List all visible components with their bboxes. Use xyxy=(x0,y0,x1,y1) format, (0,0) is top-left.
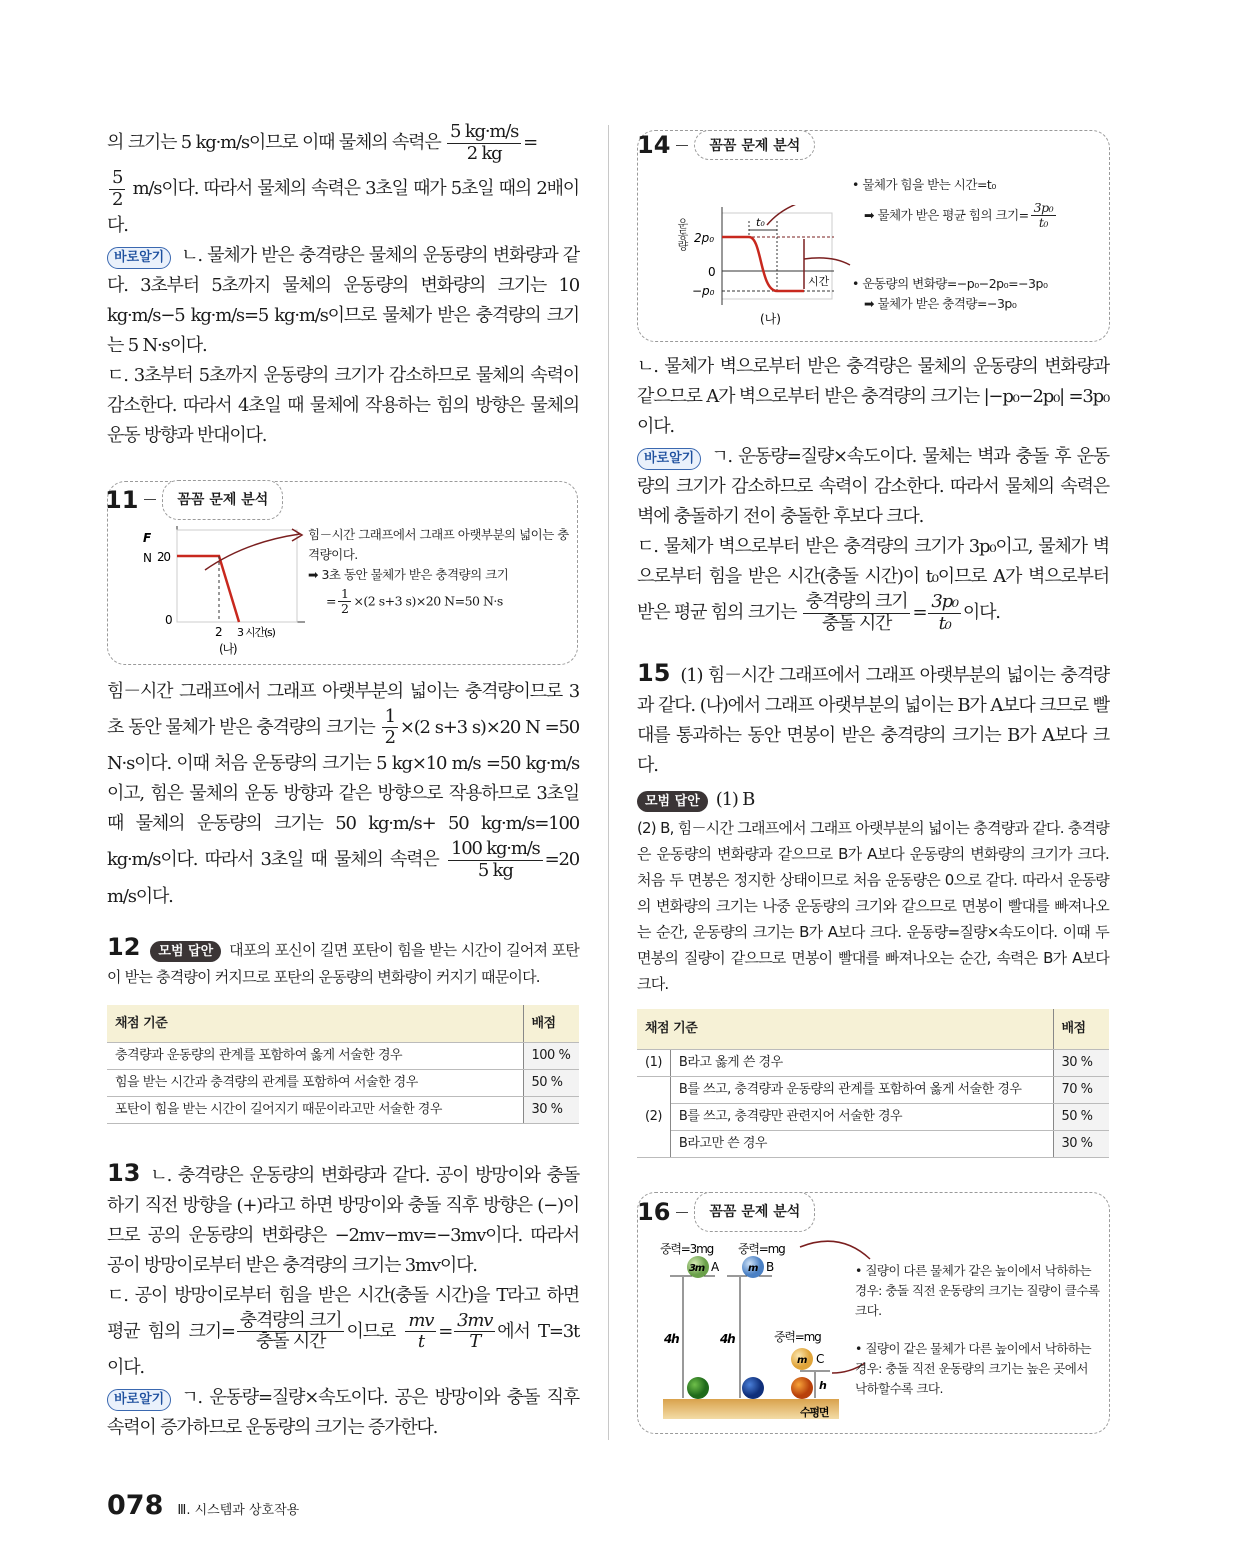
numerator: 100 kg·m/s xyxy=(448,839,543,861)
score: 30 % xyxy=(1053,1050,1109,1077)
box-header xyxy=(105,480,283,520)
analysis-box-11-wrap xyxy=(107,481,579,667)
text: m/s이다. 따라서 물체의 속력은 3초일 때가 5초일 때의 2배이다. xyxy=(107,178,579,236)
mass-label-b: m xyxy=(748,1263,758,1275)
numerator: 3p₀ xyxy=(928,592,961,614)
paragraph xyxy=(107,122,579,164)
analysis-note xyxy=(852,274,1102,314)
ball-c-bottom xyxy=(791,1377,813,1399)
paragraph: (2) B, 힘－시간 그래프에서 그래프 아랫부분의 넓이는 충격량과 같다. 충격량은 운동량의 변화량과 같으므로 B가 A보다 운동량의 변화량의 크기가 크다. 처음 두 면봉은 정지한 상태이므로 처음 운동량은 0으로 같다. 따라서 운동량의 변화량의 크기는 나중 운동량의 크기와 같으므로 면봉이 빨대를 빠져나오는 순간, 운동량의 크기는 B가 A보다 크다. 운동량=질량×속도이다. 이때 두 면봉의 질량이 같으므로 면봉이 빨대를 빠져나오는 순간, 속력은 B가 A보다 크다. xyxy=(637,819,1109,994)
text: ㄴ. 물체가 받은 충격량은 물체의 운동량의 변화량과 같다. 3초부터 5초까지 물체의 운동량의 변화량의 크기는 10 kg·m/s−5 kg·m/s=5 kg·m/s이므로 물체가 받은 충격량의 크기는 5 N·s이다. xyxy=(107,244,579,356)
paragraph xyxy=(637,442,1109,532)
text: 에서 T=3t이다. xyxy=(107,1320,579,1378)
connector xyxy=(144,499,156,500)
numerator: 3p₀ xyxy=(1031,201,1056,216)
height-label-c: h xyxy=(819,1379,826,1393)
denominator: 2 xyxy=(112,189,123,211)
chapter-title: Ⅲ. 시스템과 상호작용 xyxy=(177,1503,300,1518)
fraction xyxy=(237,1311,345,1353)
score: 30 % xyxy=(523,1096,579,1123)
text: = xyxy=(912,602,927,624)
text: ㄷ. 물체가 벽으로부터 받은 충격량의 크기가 3p₀이고, 물체가 벽으로부터 힘을 받은 시간(충돌 시간)이 t₀이므로 A가 벽으로부터 받은 평균 힘의 크기는 xyxy=(637,536,1109,624)
text: (1) B xyxy=(715,789,755,811)
fraction xyxy=(109,168,125,210)
analysis-note xyxy=(308,525,570,617)
gravity-label-b: 중력=mg xyxy=(738,1242,785,1257)
box-label: 꼼꼼 문제 분석 xyxy=(162,480,283,520)
section-14-text xyxy=(637,352,1109,634)
problem-number: 13 xyxy=(107,1158,141,1187)
arrow-curve xyxy=(800,1242,870,1260)
scoring-table xyxy=(107,1005,579,1124)
row-index: (2) xyxy=(637,1077,670,1158)
text: ㄷ. 공이 방망이로부터 힘을 받은 시간(충돌 시간)을 T라고 하면 평균 힘의 크기= xyxy=(107,1284,579,1342)
table-row xyxy=(637,1131,1109,1158)
fraction xyxy=(382,707,398,749)
y-tick-minus-p0: −p₀ xyxy=(692,284,715,298)
header-criteria: 채점 기준 xyxy=(637,1009,1053,1050)
table-row xyxy=(637,1050,1109,1077)
section-12 xyxy=(107,934,579,1124)
model-answer-badge: 모범 답안 xyxy=(637,791,708,812)
x-tick-2: 2 xyxy=(215,624,222,639)
baro-algi-badge: 바로알기 xyxy=(107,1389,171,1411)
paragraph xyxy=(637,532,1109,634)
scoring-table xyxy=(637,1009,1109,1158)
table-row xyxy=(107,1042,579,1069)
numerator: 1 xyxy=(382,707,398,729)
baro-algi-badge: 바로알기 xyxy=(637,448,701,470)
numerator: 충격량의 크기 xyxy=(803,592,911,614)
paragraph xyxy=(107,1158,579,1281)
paragraph xyxy=(637,785,1109,815)
box-label: 꼼꼼 문제 분석 xyxy=(694,130,815,160)
model-answer-badge: 모범 답안 xyxy=(150,941,221,962)
section-10-continued xyxy=(107,122,579,451)
text: ㄴ. 충격량은 운동량의 변화량과 같다. 공이 방망이와 충돌하기 직전 방향을 (+)라고 하면 방망이와 충돌 직후 방향은 (−)이므로 공의 운동량의 변화량은 −2mv−mv=−3mv이다. 따라서 공이 방망이로부터 받은 충격량의 크기는 3mv이다. xyxy=(107,1164,579,1276)
criteria: B를 쓰고, 충격량과 운동량의 관계를 포함하여 옳게 서술한 경우 xyxy=(670,1077,1053,1104)
text: = xyxy=(438,1320,453,1342)
gravity-label-c: 중력=mg xyxy=(774,1330,821,1345)
t0-label: t₀ xyxy=(756,216,765,229)
fraction xyxy=(803,592,911,634)
denominator: 2 kg xyxy=(466,142,502,164)
text: ➡ 물체가 받은 평균 힘의 크기= xyxy=(864,207,1029,223)
fraction xyxy=(338,587,351,617)
denominator: t₀ xyxy=(938,612,951,634)
ball-a-bottom xyxy=(687,1377,709,1399)
fraction xyxy=(405,1311,436,1353)
height-label-b: 4h xyxy=(720,1332,735,1347)
gravity-label-a: 중력=3mg xyxy=(660,1242,713,1257)
numerator: 5 xyxy=(109,168,125,190)
left-column xyxy=(107,122,579,1443)
section-15 xyxy=(637,658,1109,1158)
paragraph xyxy=(107,934,579,991)
y-tick-2p0: 2p₀ xyxy=(694,231,715,245)
connector xyxy=(676,1212,688,1213)
note-line: 힘－시간 그래프에서 그래프 아랫부분의 넓이는 충격량이다. xyxy=(308,526,569,562)
arrow-curve xyxy=(804,258,850,265)
arrow-curve xyxy=(767,205,850,225)
fraction xyxy=(448,839,543,881)
problem-number: 11 xyxy=(105,485,139,514)
label-b: B xyxy=(766,1260,774,1275)
paragraph: ㄷ. 3초부터 5초까지 운동량의 크기가 감소하므로 물체의 속력이 감소한다. 따라서 4초일 때 물체에 작용하는 힘의 방향은 물체의 운동 방향과 반대이다. xyxy=(107,364,579,446)
denominator: 충돌 시간 xyxy=(255,1331,326,1353)
problem-number: 15 xyxy=(637,659,671,688)
text: 힘－시간 그래프에서 그래프 아랫부분의 넓이는 충격량이므로 3초 동안 물체가 받은 충격량의 크기는 xyxy=(107,680,579,738)
page-footer xyxy=(107,1490,299,1521)
paragraph: ㄴ. 물체가 벽으로부터 받은 충격량은 물체의 운동량의 변화량과 같으므로 A가 벽으로부터 받은 충격량의 크기는 |−p₀−2p₀| =3p₀이다. xyxy=(637,356,1109,437)
paragraph xyxy=(107,1383,579,1443)
note-line: • 운동량의 변화량=−p₀−2p₀=−3p₀ xyxy=(852,276,1048,291)
analysis-note: • 질량이 같은 물체가 다른 높이에서 낙하하는 경우: 충돌 직전 운동량의 크기는 높은 곳에서 낙하할수록 크다. xyxy=(855,1341,1092,1397)
y-tick-20: 20 xyxy=(157,549,170,564)
criteria: B를 쓰고, 충격량만 관련지어 서술한 경우 xyxy=(670,1104,1053,1131)
text: = xyxy=(523,132,538,154)
criteria: 충격량과 운동량의 관계를 포함하여 옳게 서술한 경우 xyxy=(107,1042,523,1069)
score: 50 % xyxy=(1053,1104,1109,1131)
height-label-a: 4h xyxy=(664,1332,679,1347)
text: 대포의 포신이 길면 포탄이 힘을 받는 시간이 길어져 포탄이 받는 충격량이 커지므로 포탄의 운동량의 변화량이 커지기 때문이다. xyxy=(107,940,579,986)
fraction xyxy=(447,122,521,164)
box-header xyxy=(637,130,815,160)
section-11-text xyxy=(107,677,579,912)
text: ×(2 s+3 s)×20 N=50 N·s xyxy=(353,593,503,609)
text: ㄱ. 운동량=질량×속도이다. 물체는 벽과 충돌 후 운동량의 크기가 감소하므로 속력이 감소한다. 따라서 물체의 속력은 벽에 충돌하기 전이 충돌한 후보다 크다. xyxy=(637,446,1109,527)
analysis-note: • 질량이 다른 물체가 같은 높이에서 낙하하는 경우: 충돌 직전 운동량의 크기는 질량이 클수록 크다. xyxy=(855,1263,1100,1319)
y-label-unit: N xyxy=(143,550,151,565)
text: ㄱ. 운동량=질량×속도이다. 공은 방망이와 충돌 직후 속력이 증가하므로 운동량의 크기는 증가한다. xyxy=(107,1386,579,1438)
score: 50 % xyxy=(523,1069,579,1096)
text: 이다. xyxy=(962,602,1000,624)
row-index: (1) xyxy=(637,1050,670,1077)
text: ×(2 s+3 s)×20 N =50 N·s이다. 이때 처음 운동량의 크기는 5 kg×10 m/s =50 kg·m/s이고, 힘은 물체의 운동 방향과 같은 방향으로 작용하므로 3초일 때 물체의 운동량의 크기는 50 kg·m/s+ 50 kg·m/s=100 kg·m/s이다. 따라서 3초일 때 물체의 속력은 xyxy=(107,716,579,871)
header-criteria: 채점 기준 xyxy=(107,1005,523,1043)
denominator: T xyxy=(469,1331,481,1353)
criteria: 힘을 받는 시간과 충격량의 관계를 포함하여 서술한 경우 xyxy=(107,1069,523,1096)
force-line xyxy=(177,556,239,622)
denominator: t xyxy=(417,1331,424,1353)
graph-caption: (나) xyxy=(219,641,237,656)
criteria: B라고만 쓴 경우 xyxy=(670,1131,1053,1158)
box-label: 꼼꼼 문제 분석 xyxy=(694,1192,815,1232)
problem-number: 14 xyxy=(637,131,671,159)
right-column xyxy=(637,352,1109,1436)
graph-caption: (나) xyxy=(760,312,781,326)
baro-algi-badge: 바로알기 xyxy=(107,247,171,269)
score: 70 % xyxy=(1053,1077,1109,1104)
table-row xyxy=(107,1096,579,1123)
ball-b-bottom xyxy=(742,1377,764,1399)
y-tick-0: 0 xyxy=(708,265,716,279)
criteria: B라고 옳게 쓴 경우 xyxy=(670,1050,1053,1077)
denominator: 2 xyxy=(384,727,395,749)
column-divider xyxy=(608,125,609,1440)
paragraph xyxy=(107,1281,579,1383)
analysis-box-16-wrap xyxy=(637,1192,1109,1436)
fraction xyxy=(928,592,961,634)
connector xyxy=(676,145,688,146)
denominator: 5 kg xyxy=(477,859,513,881)
problem-number: 12 xyxy=(107,932,141,961)
paragraph xyxy=(107,241,579,361)
text: (1) 힘－시간 그래프에서 그래프 아랫부분의 넓이는 충격량과 같다. (나)에서 그래프 아랫부분의 넓이는 B가 A보다 크므로 빨대를 통과하는 동안 면봉이 받은 충격량의 크기는 B가 A보다 크다. xyxy=(637,665,1109,777)
numerator: 1 xyxy=(338,587,351,602)
box-header xyxy=(637,1192,815,1232)
denominator: 2 xyxy=(340,601,349,617)
numerator: 3mv xyxy=(454,1311,495,1333)
x-tick-0: 0 xyxy=(165,612,172,627)
fraction xyxy=(454,1311,495,1353)
paragraph xyxy=(637,658,1109,781)
mass-label-c: m xyxy=(797,1355,807,1367)
text: =20 m/s이다. xyxy=(107,849,579,907)
text: = xyxy=(326,593,336,609)
note-line: ➡ 물체가 받은 충격량=−3p₀ xyxy=(864,296,1017,311)
graph-frame xyxy=(177,530,297,622)
header-score: 배점 xyxy=(1053,1009,1109,1050)
label-c: C xyxy=(816,1352,824,1367)
x-label: 시간 xyxy=(808,275,830,288)
numerator: mv xyxy=(405,1311,436,1333)
fraction xyxy=(1031,201,1056,231)
criteria: 포탄이 힘을 받는 시간이 길어지기 때문이라고만 서술한 경우 xyxy=(107,1096,523,1123)
score: 30 % xyxy=(1053,1131,1109,1158)
text: 이므로 xyxy=(346,1320,404,1342)
ground-label: 수평면 xyxy=(800,1406,829,1420)
paragraph xyxy=(107,677,579,912)
x-tick-3: 3 시간(s) xyxy=(237,625,275,639)
paragraph xyxy=(107,168,579,240)
note-line: ➡ 3초 동안 물체가 받은 충격량의 크기 xyxy=(308,566,509,582)
page-number: 078 xyxy=(107,1490,164,1521)
score: 100 % xyxy=(523,1042,579,1069)
numerator: 충격량의 크기 xyxy=(237,1311,345,1333)
text: 의 크기는 5 kg·m/s이므로 이때 물체의 속력은 xyxy=(107,132,446,154)
header-score: 배점 xyxy=(523,1005,579,1043)
label-a: A xyxy=(711,1260,719,1275)
section-13 xyxy=(107,1158,579,1443)
table-row xyxy=(637,1104,1109,1131)
denominator: 충돌 시간 xyxy=(821,612,892,634)
arrow-head-icon xyxy=(288,527,308,543)
momentum-curve xyxy=(722,237,804,291)
y-label: 운동량 xyxy=(676,218,689,251)
analysis-note xyxy=(852,175,1102,231)
problem-number: 16 xyxy=(637,1198,671,1227)
table-row xyxy=(107,1069,579,1096)
note-line: • 물체가 힘을 받는 시간=t₀ xyxy=(852,177,996,192)
table-row xyxy=(637,1077,1109,1104)
numerator: 5 kg·m/s xyxy=(447,122,521,144)
y-label-f: F xyxy=(143,530,150,545)
mass-label-a: 3m xyxy=(689,1263,704,1275)
denominator: t₀ xyxy=(1038,215,1048,231)
momentum-time-graph xyxy=(672,205,852,330)
